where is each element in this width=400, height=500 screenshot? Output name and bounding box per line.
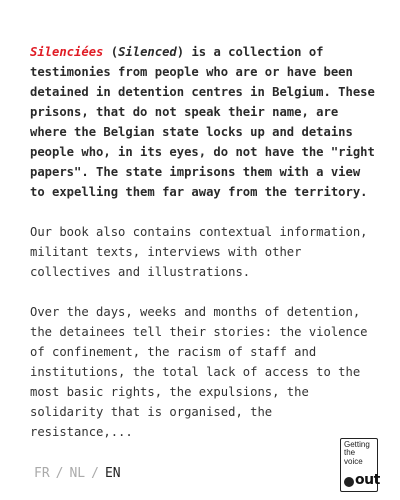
intro-text: ) is a collection of testimonies from people who are or have been detained in detention centres in Belgium. These prisons, that do not speak their name, are where the Belgian state locks up and detains people who, in its eyes, do not have the "right papers". The state imprisons them with a view to expelling them far away from the territory.: [30, 45, 375, 199]
lang-link-en[interactable]: EN: [104, 466, 121, 481]
intro-paragraph: [30, 42, 380, 202]
stories-paragraph: Over the days, weeks and months of detention, the detainees tell their stories: the violence of confinement, the racism of staff and institutions, the total lack of access to the most basic rights, the expulsions, the solidarity that is organised, the resistance,...: [30, 305, 368, 439]
logo-text-line2: the: [344, 448, 356, 458]
lang-separator: /: [91, 466, 99, 481]
lang-separator: /: [55, 466, 64, 481]
book-title: Silenciées: [30, 45, 104, 59]
logo-text-line3: voice: [344, 456, 363, 466]
contents-paragraph: Our book also contains contextual information, militant texts, interviews with other collectives and illustrations.: [30, 225, 368, 279]
intro-paren-open: (: [103, 45, 119, 59]
logo-text-line1: Getting: [344, 440, 370, 449]
language-switcher: [34, 465, 121, 483]
book-subtitle: Silenced: [118, 45, 177, 59]
lang-link-fr[interactable]: FR: [34, 466, 50, 481]
getting-the-voice-out-logo[interactable]: [340, 438, 378, 492]
main-content: [30, 42, 380, 462]
logo-text-out: out: [355, 472, 380, 488]
lang-link-nl[interactable]: NL: [69, 466, 86, 481]
megaphone-icon: [344, 477, 354, 487]
